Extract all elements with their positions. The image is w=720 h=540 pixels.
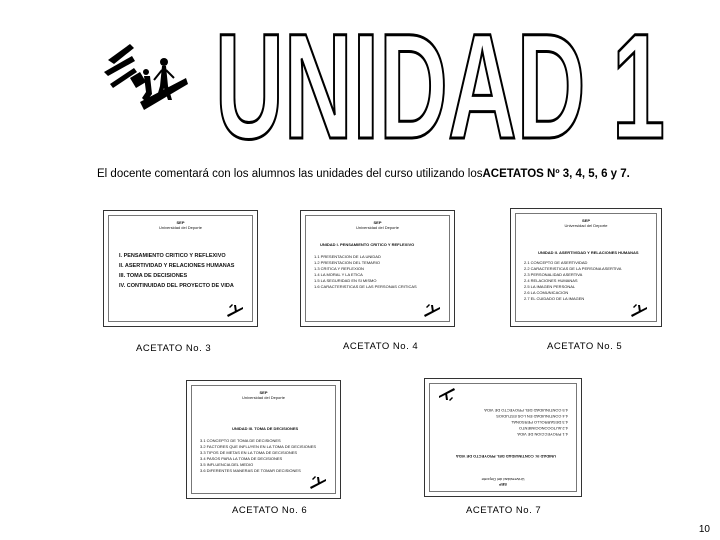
slide-caption-3: ACETATO No. 3 (136, 343, 212, 354)
slide-6-subheader: Universidad del Deporte (242, 395, 285, 400)
slide-6-title: UNIDAD III. TOMA DE DECISIONES (232, 426, 299, 431)
slide-3-line: III. TOMA DE DECISIONES (119, 273, 188, 279)
slide-6-line: 3.5 INFLUENCIA DEL MEDIO (200, 462, 254, 467)
slide-5-line: 2.3 PERSONALIDAD ASERTIVA (524, 272, 583, 277)
slide-3-subheader: Universidad del Deporte (159, 225, 202, 230)
figures-logo-icon (100, 42, 190, 122)
slide-thumbnail-3 (103, 210, 258, 327)
slide-3-line: I. PENSAMIENTO CRITICO Y REFLEXIVO (119, 253, 226, 259)
slide-thumbnail-6 (186, 380, 341, 499)
slide-thumbnail-4 (300, 210, 455, 327)
slide-5-line: 2.2 CARACTERISTICAS DE LA PERSONA ASERTIVA (524, 266, 622, 271)
intro-text-bold: ACETATOS Nº 3, 4, 5, 6 y 7. (482, 168, 630, 180)
slide-caption-7: ACETATO No. 7 (466, 505, 542, 516)
slide-4-line: 1.2 PRESENTACION DEL TEMARIO (314, 260, 380, 265)
slide-caption-5: ACETATO No. 5 (547, 341, 623, 352)
slide-7-line: 4.1 PROYECCION DE VIDA (517, 432, 568, 437)
slide-4-title: UNIDAD I. PENSAMIENTO CRITICO Y REFLEXIVO (320, 242, 415, 247)
slide-5-line: 2.7 EL CUIDADO DE LA IMAGEN (524, 296, 585, 301)
slide-3-header: SEP (176, 220, 185, 225)
slide-3-line: II. ASERTIVIDAD Y RELACIONES HUMANAS (119, 263, 235, 269)
intro-text (97, 168, 630, 180)
slide-7-line: 4.2 AUTOCONOCIMIENTO (519, 426, 568, 431)
slide-6-line: 3.6 DIFERENTES MANERAS DE TOMAR DECISIONES (200, 468, 301, 473)
slide-4-line: 1.3 CRITICA Y REFLEXION (314, 266, 364, 271)
slide-5-subheader: Universidad del Deporte (564, 223, 608, 228)
slide-logo-icon (630, 303, 648, 317)
slide-6-line: 3.1 CONCEPTO DE TOMA DE DECISIONES (200, 438, 281, 443)
slide-7-header: SEP (499, 482, 508, 487)
slide-4-line: 1.6 CARACTERISTICAS DE LAS PERSONAS CRITICAS (314, 284, 417, 289)
slide-logo-icon (438, 388, 456, 402)
slide-6-line: 3.2 FACTORES QUE INFLUYEN EN LA TOMA DE DECISIONES (200, 444, 317, 449)
slide-7-line: 4.5 CONTINUIDAD DEL PROYECTO DE VIDA (484, 408, 568, 413)
unit-heading (210, 8, 670, 158)
slide-thumbnail-5 (510, 208, 662, 327)
slide-5-header: SEP (581, 218, 590, 223)
slide-4-subheader: Universidad del Deporte (356, 225, 399, 230)
slide-5-title: UNIDAD II. ASERTIVIDAD Y RELACIONES HUMANAS (538, 250, 639, 255)
slide-7-line: 4.3 DESARROLLO PERSONAL (511, 420, 568, 425)
slide-6-line: 3.4 PASOS PARA LA TOMA DE DECISIONES (200, 456, 283, 461)
slide-3-line: IV. CONTINUIDAD DEL PROYECTO DE VIDA (119, 283, 234, 289)
slide-caption-6: ACETATO No. 6 (232, 505, 308, 516)
slide-5-line: 2.6 LA COMUNICACION (524, 290, 569, 295)
slide-caption-4: ACETATO No. 4 (343, 341, 419, 352)
slide-5-line: 2.1 CONCEPTO DE ASERTIVIDAD (524, 260, 588, 265)
slide-4-line: 1.5 LA SEGURIDAD EN SI MISMO (314, 278, 377, 283)
slide-logo-icon (226, 303, 244, 317)
slide-5-line: 2.5 LA IMAGEN PERSONAL (524, 284, 576, 289)
slide-7-line: 4.4 CONTINUIDAD EN LOS ESTUDIOS (496, 414, 568, 419)
slide-4-line: 1.1 PRESENTACION DE LA UNIDAD (314, 254, 381, 259)
slide-7-title: UNIDAD IV. CONTINUIDAD DEL PROYECTO DE VIDA (455, 454, 556, 459)
intro-text-regular: El docente comentará con los alumnos las unidades del curso utilizando los (97, 168, 483, 180)
slide-5-line: 2.4 RELACIONES HUMANAS (524, 278, 578, 283)
page-number: 10 (698, 524, 710, 535)
slide-4-line: 1.4 LA MORAL Y LA ETICA (314, 272, 363, 277)
slide-logo-icon (309, 475, 327, 489)
slide-4-header: SEP (373, 220, 382, 225)
slide-logo-icon (423, 303, 441, 317)
heading-text: UNIDAD 1 (215, 8, 665, 158)
slide-6-header: SEP (259, 390, 268, 395)
slide-thumbnail-7 (424, 378, 582, 497)
slide-7-subheader: Universidad del Deporte (481, 477, 525, 482)
slide-6-line: 3.3 TIPOS DE METAS EN LA TOMA DE DECISIONES (200, 450, 298, 455)
